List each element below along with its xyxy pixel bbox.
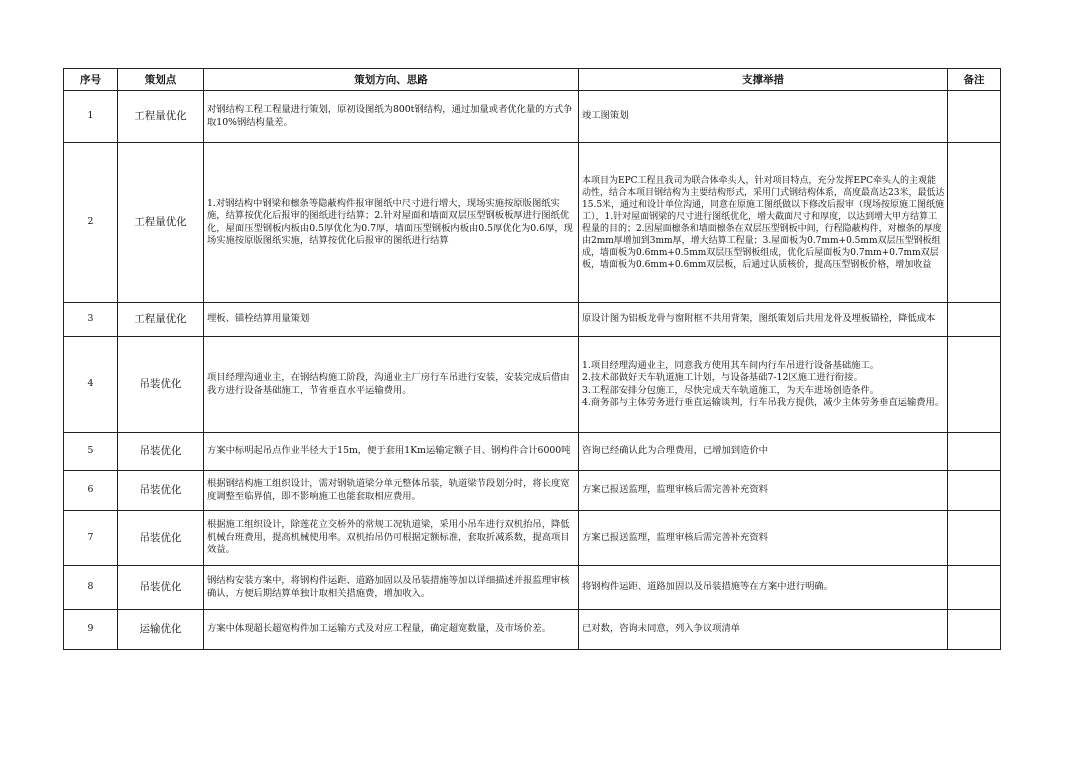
header-direction: 策划方向、思路 [204, 69, 579, 91]
row-no: 9 [64, 610, 118, 650]
row-remark [948, 303, 1001, 337]
row-no: 8 [64, 566, 118, 610]
row-point: 工程量优化 [118, 91, 204, 143]
row-direction: 埋板、锚栓结算用量策划 [204, 303, 579, 337]
row-point: 工程量优化 [118, 143, 204, 303]
row-remark [948, 511, 1001, 566]
header-measure: 支撑举措 [579, 69, 948, 91]
row-measure: 将钢构件运距、道路加固以及吊装措施等在方案中进行明确。 [579, 566, 948, 610]
row-point: 吊装优化 [118, 337, 204, 433]
table-row [64, 303, 1001, 337]
row-direction: 对钢结构工程工程量进行策划，原初设图纸为800t钢结构，通过加量或者优化量的方式争取10%钢结构量差。 [204, 91, 579, 143]
row-direction: 项目经理沟通业主，在钢结构施工阶段，沟通业主厂房行车吊进行安装，安装完成后借由我方进行设备基础施工，节省垂直水平运输费用。 [204, 337, 579, 433]
row-no: 6 [64, 471, 118, 511]
row-measure: 咨询已经确认此为合理费用，已增加到造价中 [579, 433, 948, 471]
row-remark [948, 143, 1001, 303]
row-point: 吊装优化 [118, 471, 204, 511]
row-direction: 1.对钢结构中钢梁和檩条等隐蔽构件报审图纸中尺寸进行增大，现场实施按原版图纸实施，结算按优化后报审的图纸进行结算；2.针对屋面和墙面双层压型钢板板厚进行图纸优化，屋面压型钢板内板由0.5厚优化为0.7厚，墙面压型钢板内板由0.5厚优化为0.6厚，现场实施按原版图纸实施，结算按优化后报审的图纸进行结算 [204, 143, 579, 303]
row-point: 吊装优化 [118, 566, 204, 610]
row-direction: 方案中标明起吊点作业半径大于15m，便于套用1Km运输定额子目、钢构件合计6000吨 [204, 433, 579, 471]
row-remark [948, 337, 1001, 433]
row-no: 2 [64, 143, 118, 303]
row-no: 3 [64, 303, 118, 337]
row-remark [948, 91, 1001, 143]
header-row [64, 69, 1001, 91]
table-row [64, 471, 1001, 511]
row-point: 工程量优化 [118, 303, 204, 337]
row-measure: 本项目为EPC工程且我司为联合体牵头人，针对项目特点，充分发挥EPC牵头人的主观能动性，结合本项目钢结构为主要结构形式，采用门式钢结构体系，高度最高达23米，最低达15.5米，通过和设计单位沟通，同意在原施工图纸做以下修改后报审（现场按原施工图纸施工），1.针对屋面钢梁的尺寸进行图纸优化，增大截面尺寸和厚度，以达到增大甲方结算工程量的目的；2.因屋面檩条和墙面檩条在双层压型钢板中间，行程隐蔽构件，对檩条的厚度由2mm厚增加到3mm厚，增大结算工程量；3.屋面板为0.7mm+0.5mm双层压型钢板组成，墙面板为0.6mm+0.5mm双层压型钢板组成，优化后屋面板为0.7mm+0.7mm双层板，墙面板为0.6mm+0.6mm双层板，后通过认质核价，提高压型钢板价格，增加收益 [579, 143, 948, 303]
row-direction: 根据施工组织设计，除莲花立交桥外的常规工况轨道梁，采用小吊车进行双机抬吊，降低机械台班费用，提高机械使用率。双机抬吊仍可根据定额标准，套取折减系数，提高项目效益。 [204, 511, 579, 566]
row-point: 吊装优化 [118, 433, 204, 471]
table-row [64, 433, 1001, 471]
row-remark [948, 433, 1001, 471]
row-remark [948, 566, 1001, 610]
row-measure: 竣工图策划 [579, 91, 948, 143]
row-remark [948, 610, 1001, 650]
row-direction: 方案中体现超长超宽构件加工运输方式及对应工程量，确定超宽数量，及市场价差。 [204, 610, 579, 650]
row-no: 5 [64, 433, 118, 471]
row-remark [948, 471, 1001, 511]
table-row [64, 511, 1001, 566]
row-direction: 根据钢结构施工组织设计，需对钢轨道梁分单元整体吊装，轨道梁节段划分时，将长度宽度调整至临界值，即不影响施工也能套取相应费用。 [204, 471, 579, 511]
row-no: 4 [64, 337, 118, 433]
strategy-table [63, 68, 1001, 650]
row-direction: 钢结构安装方案中，将钢构件运距、道路加固以及吊装措施等加以详细描述并报监理审核确认，方便后期结算单独计取相关措施费，增加收入。 [204, 566, 579, 610]
table-row [64, 91, 1001, 143]
header-no: 序号 [64, 69, 118, 91]
row-point: 吊装优化 [118, 511, 204, 566]
row-measure: 已对数，咨询未同意，列入争议项清单 [579, 610, 948, 650]
table-row [64, 610, 1001, 650]
row-measure: 1.项目经理沟通业主，同意我方使用其车间内行车吊进行设备基础施工。 2.技术部做好天车轨道施工计划，与设备基础7-12区施工进行衔接。 3.工程部安排分包施工，尽快完成天车轨道施工，为天车进场创造条件。 4.商务部与主体劳务进行垂直运输谈判，行车吊我方提供，减少主体劳务垂直运输费用。 [579, 337, 948, 433]
header-point: 策划点 [118, 69, 204, 91]
table-row [64, 143, 1001, 303]
row-measure: 方案已报送监理，监理审核后需完善补充资料 [579, 471, 948, 511]
row-no: 7 [64, 511, 118, 566]
row-no: 1 [64, 91, 118, 143]
row-point: 运输优化 [118, 610, 204, 650]
row-measure: 原设计图为铝板龙骨与窗附框不共用背架，图纸策划后共用龙骨及埋板锚栓，降低成本 [579, 303, 948, 337]
row-measure: 方案已报送监理，监理审核后需完善补充资料 [579, 511, 948, 566]
table-row [64, 337, 1001, 433]
table-row [64, 566, 1001, 610]
header-remark: 备注 [948, 69, 1001, 91]
